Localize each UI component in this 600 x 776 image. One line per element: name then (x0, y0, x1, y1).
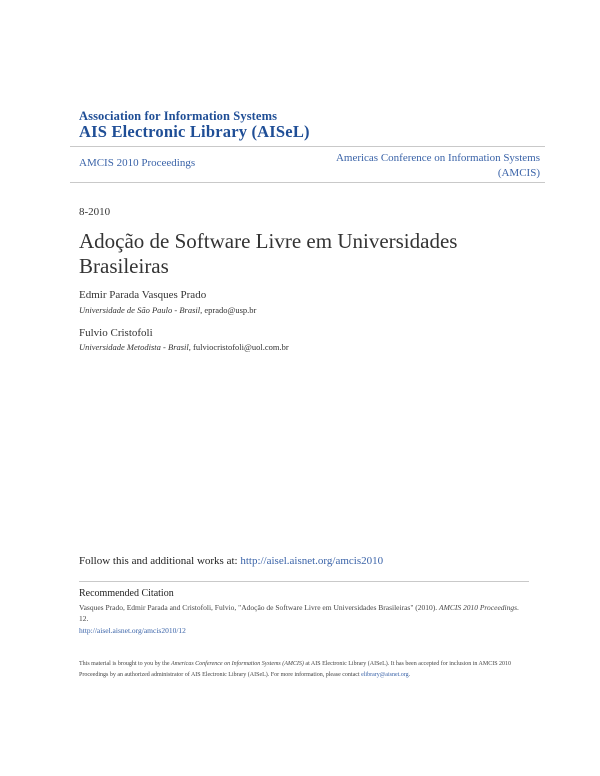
follow-label: Follow this and additional works at: (79, 555, 241, 567)
follow-line (79, 555, 383, 567)
publication-date: 8-2010 (79, 206, 111, 218)
citation-divider (79, 581, 529, 582)
citation-text (79, 602, 519, 624)
affiliation-text: Universidade Metodista - Brasil (79, 342, 189, 352)
citation-main: Vasques Prado, Edmir Parada and Cristofoli, Fulvio, "Adoção de Software Livre em Universidades Brasileiras" (2010). (79, 603, 439, 612)
conference-link-line1: Americas Conference on Information Systems (335, 152, 540, 164)
affiliation-text: Universidade de São Paulo - Brasil (79, 305, 201, 315)
author-email: eprado@usp.br (204, 305, 257, 315)
header-divider-top (70, 146, 545, 147)
notice-conference: Americas Conference on Information Systems (AMCIS) (171, 661, 304, 667)
citation-proceedings: AMCIS 2010 Proceedings (439, 603, 518, 612)
paper-title: Adoção de Software Livre em Universidades Brasileiras (79, 229, 458, 278)
author-affiliation: Universidade Metodista - Brasil, fulviocristofoli@uol.com.br (79, 342, 289, 352)
notice-part1: This material is brought to you by the (79, 661, 171, 667)
conference-link-line2: (AMCIS) (497, 167, 540, 179)
notice-part2: at AIS Electronic Library (AISeL). It has been accepted for inclusion in AMCIS 2010 Proceedings by an authorized administrator of AIS Electronic Library (AISeL). For more information, please contact (79, 661, 512, 678)
citation-url-link[interactable]: http://aisel.aisnet.org/amcis2010/12 (79, 626, 186, 635)
citation-heading: Recommended Citation (79, 588, 174, 599)
author-name: Fulvio Cristofoli (79, 327, 153, 339)
conference-link[interactable] (310, 151, 540, 181)
contact-email-link[interactable]: elibrary@aisnet.org (361, 671, 409, 678)
proceedings-link[interactable]: AMCIS 2010 Proceedings (79, 157, 196, 169)
author-affiliation: Universidade de São Paulo - Brasil, eprado@usp.br (79, 305, 257, 315)
author-email: fulviocristofoli@uol.com.br (193, 342, 289, 352)
copyright-notice (79, 659, 524, 680)
author-name: Edmir Parada Vasques Prado (79, 289, 207, 301)
library-name[interactable]: AIS Electronic Library (AISeL) (79, 122, 310, 141)
follow-url-link[interactable]: http://aisel.aisnet.org/amcis2010 (240, 555, 384, 567)
citation-end: . 12. (79, 603, 519, 623)
header-divider-bottom (70, 182, 545, 183)
notice-part3: . (408, 671, 411, 678)
association-name: Association for Information Systems (79, 109, 278, 123)
